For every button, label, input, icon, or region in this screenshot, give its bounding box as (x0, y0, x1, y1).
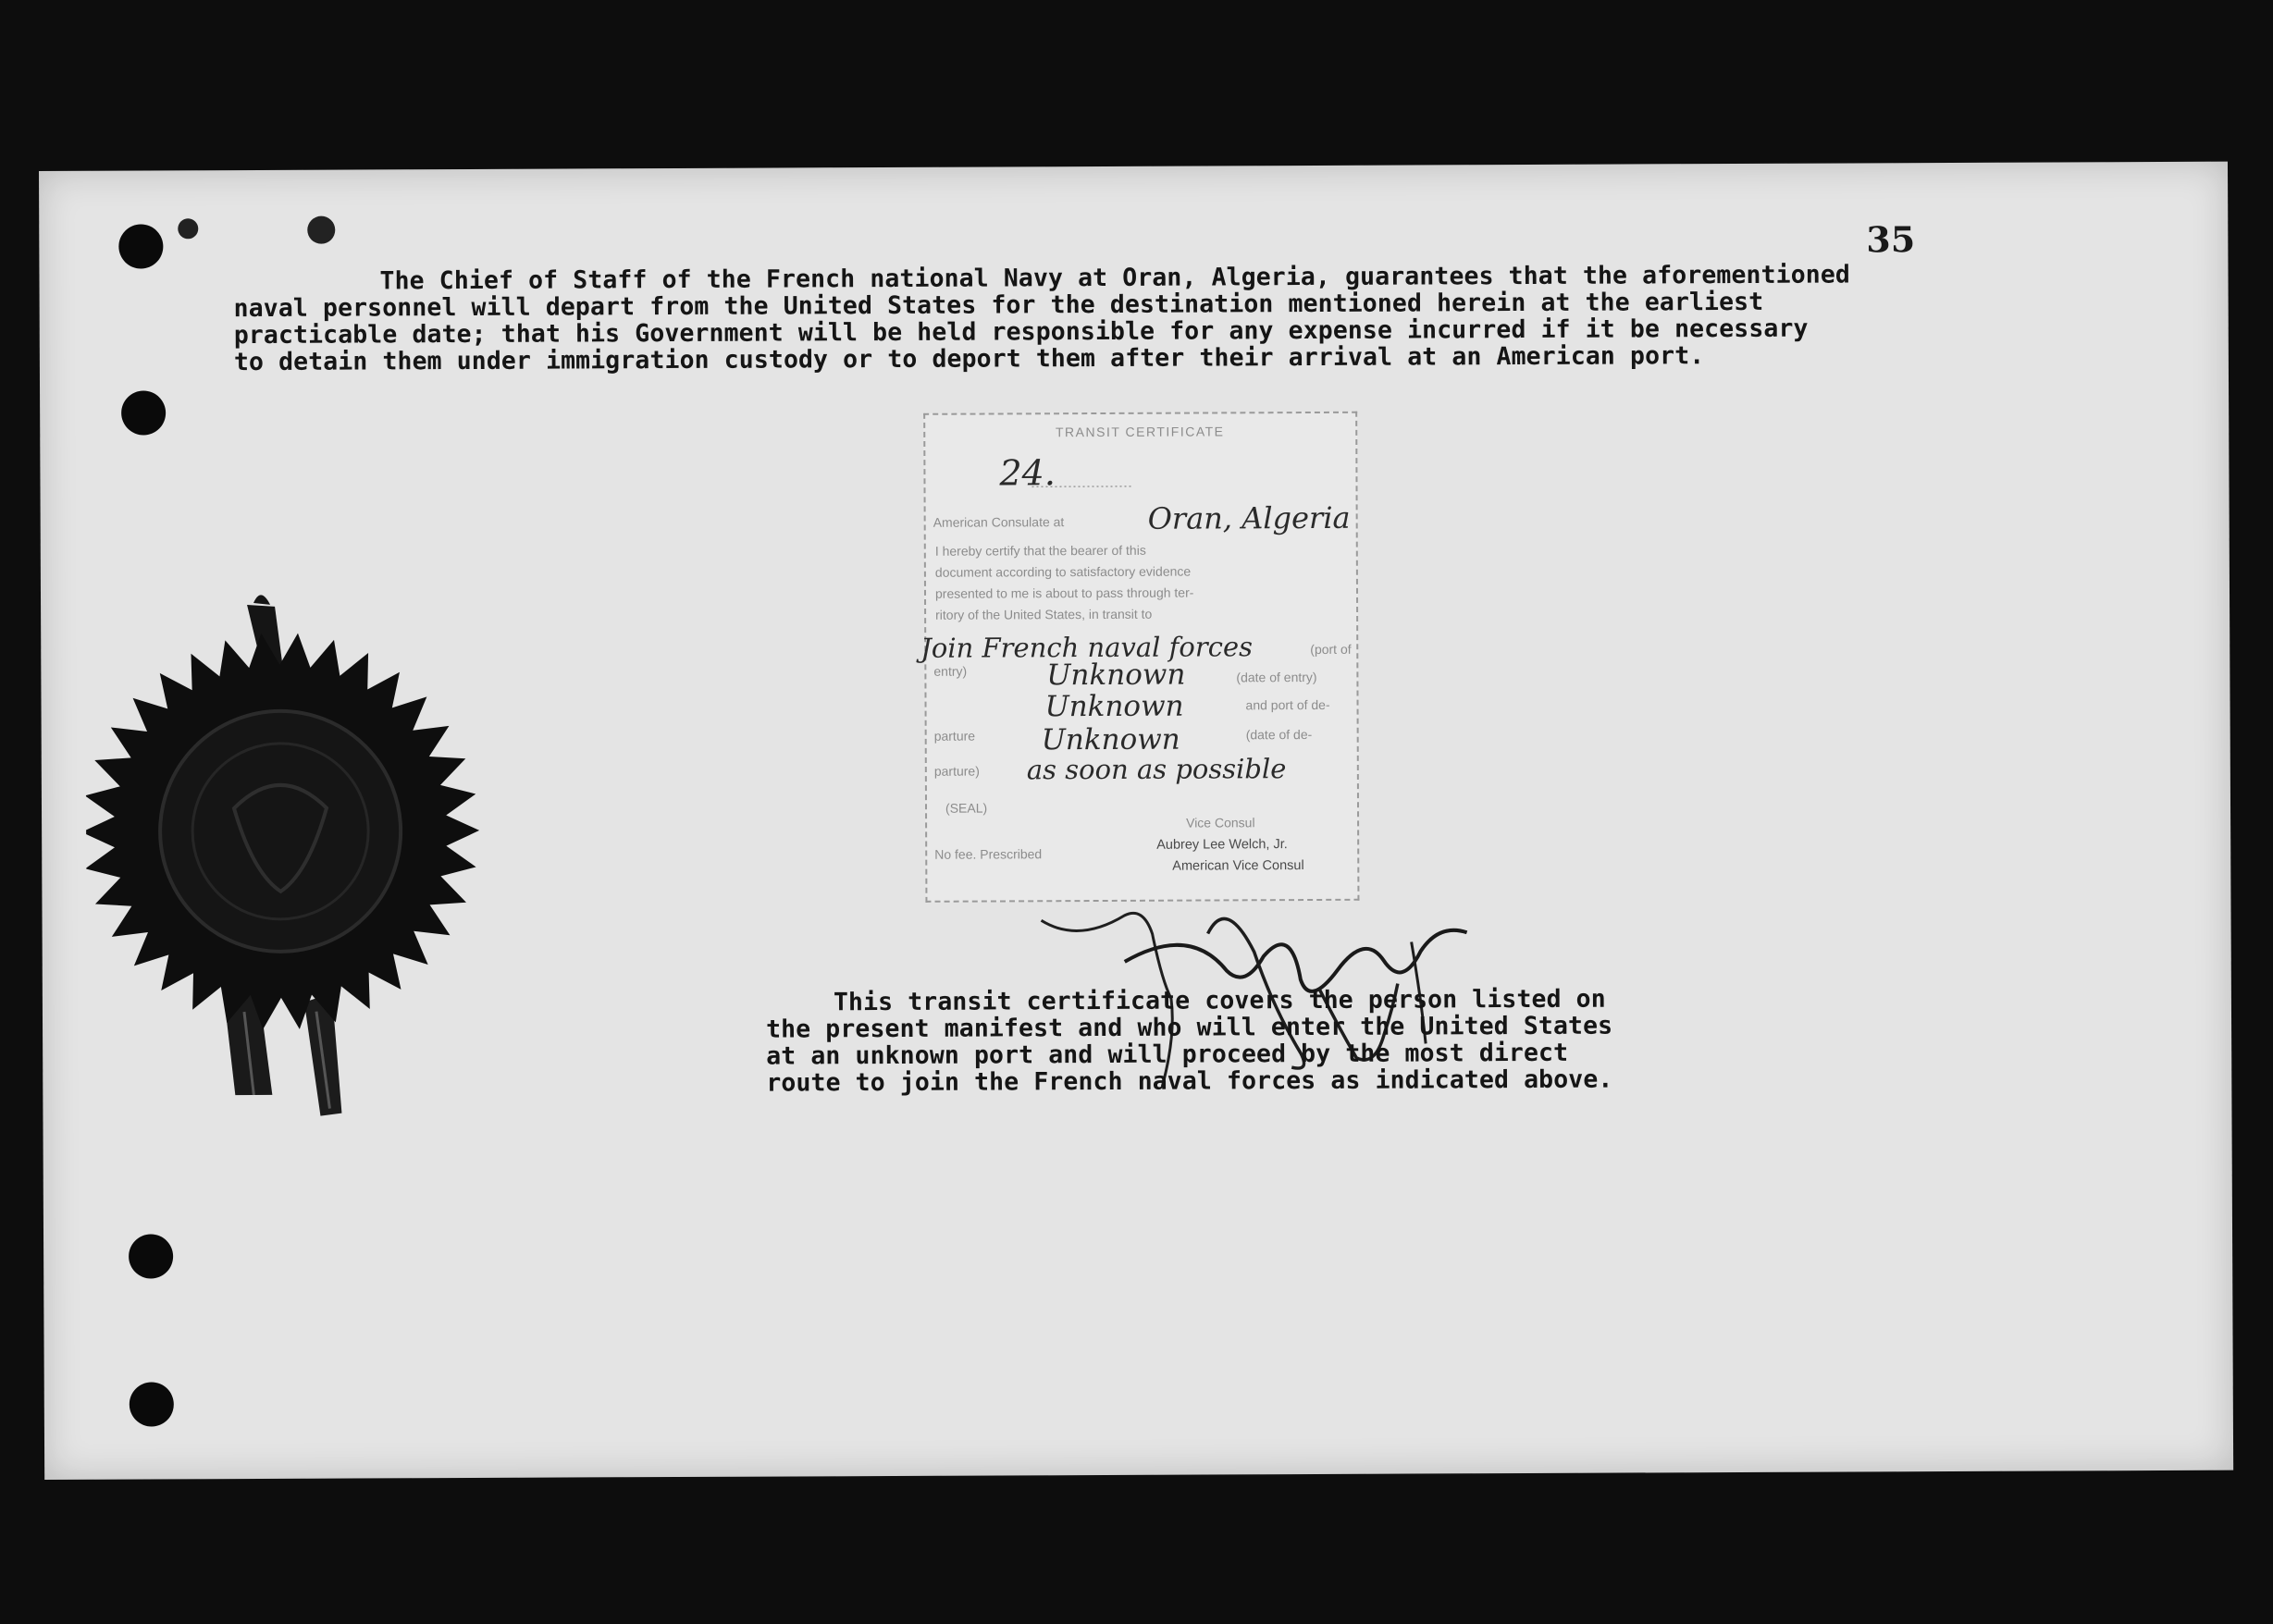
seal-label: (SEAL) (945, 800, 988, 816)
text-line: the present manifest and who will enter the United States (765, 1011, 1613, 1044)
consul-name: Aubrey Lee Welch, Jr. (1156, 837, 1288, 853)
consulate-prefix: American Consulate at (933, 514, 1065, 530)
certificate-title: TRANSIT CERTIFICATE (1055, 424, 1225, 440)
certificate-number: 24. (999, 452, 1056, 494)
departure-label: parture (933, 728, 976, 744)
date-of-departure-label: (date of de- (1245, 727, 1313, 743)
ink-speck (307, 216, 335, 244)
consul-title: American Vice Consul (1172, 858, 1304, 874)
entry-label: entry) (933, 663, 968, 679)
ink-speck (178, 218, 198, 239)
certify-line: ritory of the United States, in transit to (935, 606, 1153, 622)
text-line: route to join the French naval forces as indicated above. (766, 1064, 1613, 1098)
parture-label: parture) (933, 763, 980, 779)
punch-hole (121, 390, 166, 435)
text-line: at an unknown port and will proceed by the most direct (766, 1038, 1569, 1071)
punch-hole (118, 224, 163, 268)
port-of-departure-value: Unknown (1044, 689, 1184, 724)
text-line: This transit certificate covers the person listed on (833, 984, 1606, 1017)
punch-hole (129, 1234, 173, 1278)
text-line: practicable date; that his Government will be held responsible for any expense incurred if it be necessary (233, 314, 1809, 351)
port-of-departure-label: and port of de- (1245, 696, 1330, 713)
wax-seal-icon (85, 576, 495, 1124)
departure-timing-value: as soon as possible (1026, 753, 1287, 786)
page-number: 35 (1866, 218, 1916, 261)
date-of-entry-value: Unknown (1046, 658, 1186, 693)
punch-hole (130, 1382, 174, 1426)
document-paper (39, 162, 2233, 1480)
date-of-departure-value: Unknown (1041, 722, 1180, 757)
port-of-entry-label: (port of (1310, 641, 1352, 658)
certify-line: I hereby certify that the bearer of this (934, 542, 1146, 559)
date-of-entry-label: (date of entry) (1236, 669, 1317, 685)
destination-entry: Join French naval forces (920, 631, 1254, 664)
text-line: to detain them under immigration custody or to deport them after their arrival at an American port. (233, 341, 1705, 377)
consulate-location: Oran, Algeria (1147, 499, 1351, 536)
certify-line: document according to satisfactory evidence (934, 563, 1192, 580)
text-line: The Chief of Staff of the French national Navy at Oran, Algeria, guarantees that the aforementioned (379, 260, 1850, 296)
fee-label: No fee. Prescribed (934, 846, 1043, 862)
vice-consul-label: Vice Consul (1186, 815, 1255, 830)
certify-line: presented to me is about to pass through ter- (934, 584, 1194, 601)
text-line: naval personnel will depart from the United States for the destination mentioned herein at the earliest (233, 287, 1764, 324)
transit-certificate (920, 412, 1359, 903)
